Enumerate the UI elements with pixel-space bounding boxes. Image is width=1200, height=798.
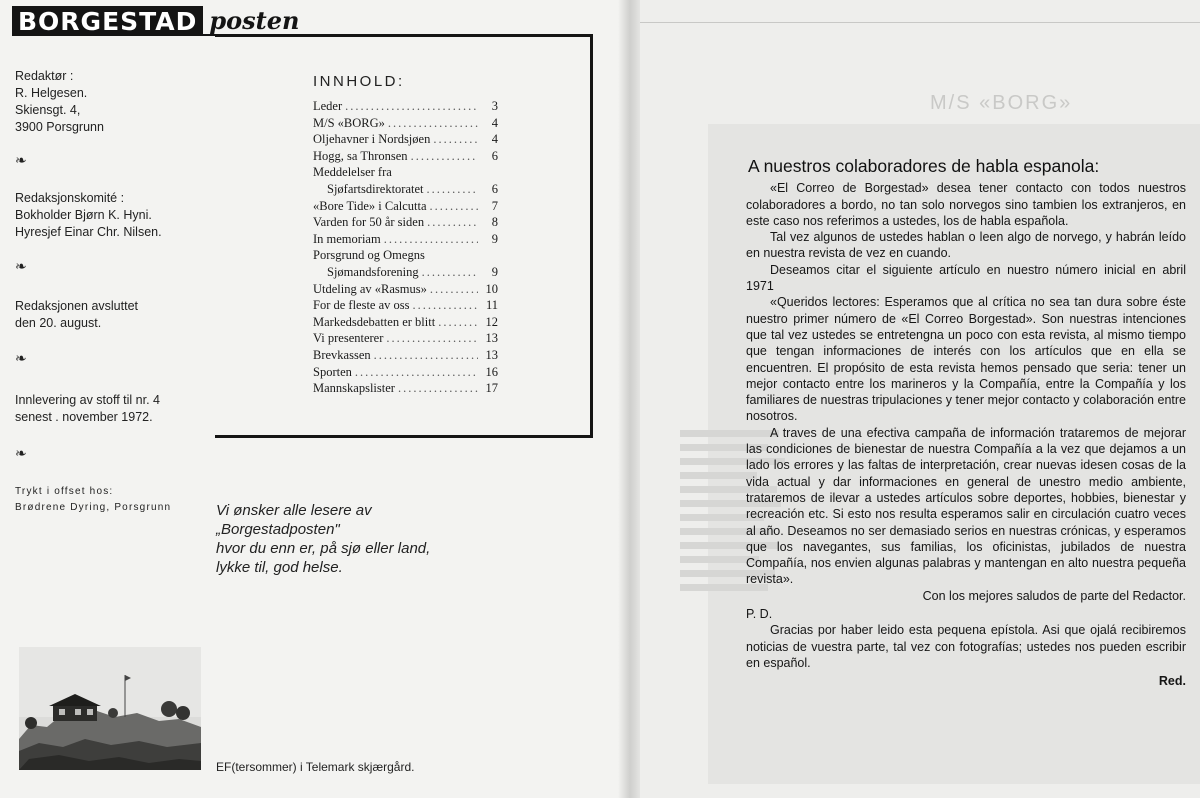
toc-item-title: Leder xyxy=(313,99,343,113)
toc-item-page: 9 xyxy=(491,231,498,246)
committee-label: Redaksjonskomité : xyxy=(15,191,125,205)
toc-leader-dots xyxy=(392,164,478,181)
toc-item-page: 12 xyxy=(485,314,498,329)
spanish-article xyxy=(746,158,1186,690)
toc-item-title: Varden for 50 år siden xyxy=(313,215,425,230)
article-signature: Red. xyxy=(1158,674,1186,689)
toc-item-title: Oljehavner i Nordsjøen xyxy=(313,132,431,147)
toc-item xyxy=(313,98,498,115)
greeting-line-2: „Borgestadposten" xyxy=(216,521,340,538)
article-heading: A nuestros colaboradores de habla espanola: xyxy=(748,156,1100,176)
submission-line-1: Innlevering av stoff til nr. 4 xyxy=(15,393,160,407)
masthead-logo xyxy=(12,6,305,36)
toc-item-title: Utdeling av «Rasmus» xyxy=(313,281,427,296)
toc-item xyxy=(313,347,498,364)
toc-item-page: 16 xyxy=(485,364,498,379)
toc-item-page: 4 xyxy=(491,115,498,130)
toc-item-page xyxy=(478,164,498,181)
toc-item-title: Sjømandsforening xyxy=(327,264,419,279)
toc-leader-dots xyxy=(371,347,478,364)
toc-leader-dots xyxy=(424,181,479,198)
submission-line-2: senest . november 1972. xyxy=(15,410,153,424)
closing-line-2: den 20. august. xyxy=(15,316,102,330)
editor-info xyxy=(15,68,104,136)
toc-list xyxy=(313,98,498,397)
toc-item xyxy=(313,297,498,314)
toc-item-title: Sjøfartsdirektoratet xyxy=(327,181,424,196)
printer-info xyxy=(15,484,171,516)
committee-member-2: Hyresjef Einar Chr. Nilsen. xyxy=(15,225,162,239)
toc-item-title: In memoriam xyxy=(313,231,381,246)
toc-item xyxy=(313,148,498,165)
article-paragraph: «El Correo de Borgestad» desea tener contacto con todos nuestros colaboradores a bordo, no tan solo norvegos sino tambien los extranjeros, en este caso nos referimos a ustedes, los de habla española. xyxy=(746,181,1186,228)
toc-leader-dots xyxy=(408,148,478,165)
toc-item-page: 7 xyxy=(491,198,498,213)
ornament-icon: ❧ xyxy=(15,350,27,366)
greeting-line-1: Vi ønsker alle lesere av xyxy=(216,502,372,519)
printer-line-2: Brødrene Dyring, Porsgrunn xyxy=(15,502,172,513)
toc-item xyxy=(313,198,498,215)
toc-item-page: 13 xyxy=(485,347,498,362)
toc-leader-dots xyxy=(352,364,478,381)
toc-item xyxy=(313,214,498,231)
toc-item-title: Brevkassen xyxy=(313,347,371,362)
photo-caption: EF(tersommer) i Telemark skjærgård. xyxy=(216,760,415,774)
toc-item-page: 8 xyxy=(491,215,498,230)
toc-item xyxy=(313,364,498,381)
right-page xyxy=(640,0,1200,798)
greeting-line-4: lykke til, god helse. xyxy=(216,559,343,576)
toc-leader-dots xyxy=(425,247,478,264)
toc-item-title: For de fleste av oss xyxy=(313,298,410,313)
article-paragraph: A traves de una efectiva campaña de información trataremos de mejorar las condiciones de bienestar de nuestra Compañía a la vez que dejamos a un lado los errores y las faltas de interpretación, crear nuevas idesen cosas de la vida actual y dar informaciones en general de unestro medio ambiente, trataremos de ilevar a ustedes artículos sobre deportes, hobbies, bienestar y recreación etc. Si esto nos resulta esperamos salir en circulación cuatro veces al año. Deseamos no ser demasiado serios en nuestras crónicas, y esperamos que los navegantes, sus familias, los oficinistas, jubilados de nuestra Compañía, nos envien algunas palabras y mantengan en alto nuestra pequeña revista». xyxy=(746,425,1186,587)
editor-city: 3900 Porsgrunn xyxy=(15,120,104,134)
toc-item-page: 4 xyxy=(491,132,498,147)
ornament-icon: ❧ xyxy=(15,152,27,168)
editor-name: R. Helgesen. xyxy=(15,86,88,100)
toc-item-title: «Bore Tide» i Calcutta xyxy=(313,198,427,213)
article-paragraph: «Queridos lectores: Esperamos que al crítica no sea tan dura sobre éste nuestro primer número de «El Correo Borgestad». Son nuestras intenciones que tal vez ustedes se entretengna un poco con esta revista, al mismo tiempo que tengan informaciones de interés con los artículos que en ella se encuentren. El propósito de esta revista hemos pensado que seria: tener un mejor contacto entre los marineros y la Compañía, entre la Compañía y los familiares de nuestras tripulaciones y tener mejor contacto y colaboración entre nosotros. xyxy=(746,295,1186,424)
toc-leader-dots xyxy=(395,380,478,397)
toc-leader-dots xyxy=(419,264,478,281)
toc-item xyxy=(313,247,498,264)
masthead-block-text: BORGESTAD xyxy=(12,6,203,36)
toc-leader-dots xyxy=(381,231,478,248)
ornament-icon: ❧ xyxy=(15,445,27,461)
toc-item-page: 6 xyxy=(491,181,498,196)
toc-leader-dots xyxy=(342,98,478,115)
toc-leader-dots xyxy=(383,330,478,347)
toc-item-title: Sporten xyxy=(313,364,352,379)
page-gutter xyxy=(618,0,640,798)
toc-leader-dots xyxy=(424,214,478,231)
masthead-script-text: posten xyxy=(203,6,305,36)
toc-item xyxy=(313,115,498,132)
toc-item xyxy=(313,231,498,248)
toc-item xyxy=(313,164,498,181)
skerry-cabin-photo xyxy=(19,647,201,770)
article-ps-label: P. D. xyxy=(746,607,773,622)
toc-item xyxy=(313,380,498,397)
ornament-icon: ❧ xyxy=(15,258,27,274)
article-greeting: Con los mejores saludos de parte del Redactor. xyxy=(922,588,1186,603)
toc-item-page: 17 xyxy=(485,381,498,396)
toc-item-page: 11 xyxy=(485,298,498,313)
toc-leader-dots xyxy=(385,115,478,132)
toc-item-title: M/S «BORG» xyxy=(313,115,385,130)
show-through-rule xyxy=(640,22,1200,23)
toc-item-page: 10 xyxy=(485,281,498,296)
toc-item-page xyxy=(478,247,498,264)
greeting-text xyxy=(216,501,430,577)
article-paragraph: Gracias por haber leido esta pequena epístola. Asi que ojalá recibiremos noticias de vuestra parte, tal vez con fotografías; ustedes nos pueden escribir en español. xyxy=(746,623,1186,670)
toc-item-title: Porsgrund og Omegns xyxy=(313,248,425,263)
toc-title: INNHOLD: xyxy=(313,73,405,90)
toc-item xyxy=(313,131,498,148)
toc-leader-dots xyxy=(427,198,478,215)
committee-info xyxy=(15,190,162,241)
toc-item-title: Mannskapslister xyxy=(313,381,395,396)
toc-item-title: Meddelelser fra xyxy=(313,165,392,180)
toc-item xyxy=(313,181,498,198)
article-paragraph: Tal vez algunos de ustedes hablan o leen algo de norvego, y habrán leído en nuestra revista de vez en cuando. xyxy=(746,230,1186,261)
toc-item-page: 13 xyxy=(485,331,498,346)
closing-line-1: Redaksjonen avsluttet xyxy=(15,299,138,313)
toc-item xyxy=(313,281,498,298)
toc-item-title: Vi presenterer xyxy=(313,331,384,346)
toc-leader-dots xyxy=(430,131,478,148)
toc-item xyxy=(313,314,498,331)
submission-info xyxy=(15,392,160,426)
toc-leader-dots xyxy=(427,281,478,298)
toc-leader-dots xyxy=(410,297,478,314)
greeting-line-3: hvor du enn er, på sjø eller land, xyxy=(216,540,431,557)
show-through-title: M/S «BORG» xyxy=(930,92,1073,114)
toc-item xyxy=(313,330,498,347)
toc-leader-dots xyxy=(435,314,478,331)
toc-item xyxy=(313,264,498,281)
toc-item-page: 6 xyxy=(491,148,498,163)
toc-item-title: Hogg, sa Thronsen xyxy=(313,148,408,163)
printer-line-1: Trykt i offset hos: xyxy=(15,486,114,497)
toc-item-title: Markedsdebatten er blitt xyxy=(313,314,436,329)
editor-label: Redaktør : xyxy=(15,69,74,83)
committee-member-1: Bokholder Bjørn K. Hyni. xyxy=(15,208,152,222)
closing-info xyxy=(15,298,138,332)
article-paragraph: Deseamos citar el siguiente artículo en nuestro número inicial en abril 1971 xyxy=(746,262,1186,294)
editor-street: Skiensgt. 4, xyxy=(15,103,81,117)
toc-item-page: 3 xyxy=(491,99,498,113)
toc-item-page: 9 xyxy=(491,264,498,279)
